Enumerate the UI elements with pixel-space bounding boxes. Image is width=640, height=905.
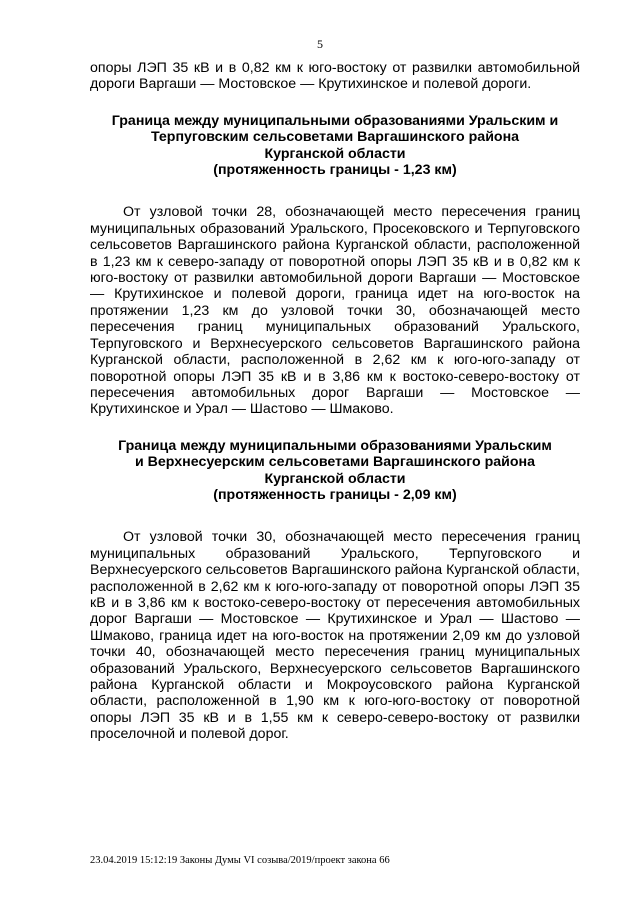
section1-heading-line: Граница между муниципальными образованиями Уральским и	[111, 112, 559, 129]
document-body	[90, 60, 580, 743]
section2-heading	[90, 438, 580, 504]
section1-heading	[90, 113, 580, 179]
footer-stamp: 23.04.2019 15:12:19 Законы Думы VI созыва/2019/проект закона 66	[90, 855, 390, 866]
section2-heading-line: Курганской области	[264, 470, 406, 487]
section2-heading-line: Граница между муниципальными образованиями Уральским	[118, 437, 552, 454]
section1-heading-line: Терпуговским сельсоветами Варгашинского района	[150, 129, 520, 146]
section2-heading-length: (протяженность границы - 2,09 км)	[213, 486, 457, 503]
section1-heading-line: Курганской области	[264, 145, 406, 162]
section2-heading-line: и Верхнесуерским сельсоветами Варгашинского района	[135, 454, 535, 471]
section1-body: От узловой точки 28, обозначающей место пересечения границ муниципальных образований Уральского, Просековского и Терпуговского сельсоветов Варгашинского района Курганской области, расположенной в 1,23 км к северо-западу от поворотной опоры ЛЭП 35 кВ и в 0,82 км к юго-востоку от развилки автомобильной дороги Варгаши — Мостовское — Крутихинское и полевой дороги, граница идет на юго-восток на протяжении 1,23 км до узловой точки 30, обозначающей место пересечения границ муниципальных образований Уральского, Терпуговского и Верхнесуерского сельсоветов Варгашинского района Курганской области, расположенной в 2,62 км к юго-юго-западу от поворотной опоры ЛЭП 35 кВ и в 3,86 км к востоко-северо-востоку от пересечения автомобильных дорог Варгаши — Мостовское — Крутихинское и Урал — Шастово — Шмаково.	[90, 204, 580, 418]
section1-heading-length: (протяженность границы - 1,23 км)	[213, 162, 457, 179]
page-number: 5	[317, 37, 323, 51]
section2-body: От узловой точки 30, обозначающей место пересечения границ муниципальных образований Уральского, Терпуговского и Верхнесуерского сельсоветов Варгашинского района Курганской области, расположенной в 2,62 км к юго-юго-западу от поворотной опоры ЛЭП 35 кВ и в 3,86 км к востоко-северо-востоку от пересечения автомобильных дорог Варгаши — Мостовское — Крутихинское и Урал — Шастово — Шмаково, граница идет на юго-восток на протяжении 2,09 км до узловой точки 40, обозначающей место пересечения границ муниципальных образований Уральского, Верхнесуерского сельсоветов Варгашинского района Курганской области и Мокроусовского района Курганской области, расположенной в 1,90 км к юго-юго-востоку от поворотной опоры ЛЭП 35 кВ и в 1,55 км к северо-северо-востоку от развилки проселочной и полевой дорог.	[90, 529, 580, 743]
intro-paragraph: опоры ЛЭП 35 кВ и в 0,82 км к юго-востоку от развилки автомобильной дороги Варгаши — Мостовское — Крутихинское и полевой дороги.	[90, 60, 580, 93]
